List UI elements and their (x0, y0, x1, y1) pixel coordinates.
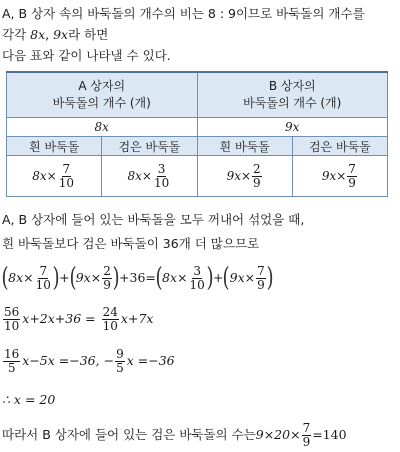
intro-sep: , (45, 27, 54, 42)
var-9x: 9x (53, 27, 69, 42)
table-label-row (7, 137, 388, 156)
total-b: 9x (197, 118, 388, 137)
total-a: 8x (7, 118, 198, 137)
equation-4: ∴ x = 20 (2, 392, 56, 407)
cell-black-b: 9x × $\frac{7}{9}$ (292, 156, 387, 197)
equation-1: ( 8x × $\frac{7}{10}$ ) + ( 9x × $\frac{2}{9}$ ) +36= ( 8x × $\frac{3}{10}$ ) + ( 9x × $\frac{7}{9}$ ) (1, 263, 274, 293)
solution-text-1: A, B 상자에 들어 있는 바둑돌을 모두 꺼내어 섞었을 때, (2, 212, 305, 227)
intro-line-2 (2, 27, 108, 43)
equation-3: $\frac{16}{5}$ x−5x =−36, − $\frac{9}{5}$ x =−36 (4, 346, 175, 375)
intro-line-1: A, B 상자 속의 바둑돌의 개수의 비는 8 : 9이므로 바둑돌의 개수를 (2, 6, 365, 21)
ratio-table (6, 71, 388, 197)
table-total-row (7, 118, 388, 137)
equation-2: $\frac{56}{10}$ x+2x+36 = $\frac{24}{10}$ x+7x (4, 304, 154, 333)
header-a-line2: 바둑돌의 개수 (개) (52, 96, 151, 110)
black-label-a: 검은 바둑돌 (102, 137, 197, 156)
solution-text-2: 흰 바둑돌보다 검은 바둑돌이 36개 더 많으므로 (2, 236, 260, 251)
cell-white-a: 8x × $\frac{7}{10}$ (7, 156, 102, 197)
final-answer: 따라서 B 상자에 들어 있는 검은 바둑돌의 수는 9×20× $\frac{7}{9}$ =140 (2, 420, 347, 449)
cell-white-b: 9x × $\frac{2}{9}$ (197, 156, 292, 197)
header-b-line1: B 상자의 (268, 79, 316, 93)
white-label-b: 흰 바둑돌 (197, 137, 292, 156)
header-b-line2: 바둑돌의 개수 (개) (243, 96, 342, 110)
table-header-row (7, 72, 388, 118)
header-box-b (197, 72, 388, 118)
black-label-b: 검은 바둑돌 (292, 137, 387, 156)
header-box-a (7, 72, 198, 118)
intro-prefix: 각각 (2, 27, 31, 42)
final-text: 따라서 B 상자에 들어 있는 검은 바둑돌의 수는 (2, 427, 256, 442)
cell-black-a: 8x × $\frac{3}{10}$ (102, 156, 197, 197)
white-label-a: 흰 바둑돌 (7, 137, 102, 156)
table-value-row (7, 156, 388, 197)
intro-line-3: 다음 표와 같이 나타낼 수 있다. (2, 48, 171, 63)
header-a-line1: A 상자의 (78, 79, 126, 93)
var-8x: 8x (30, 27, 46, 42)
intro-suffix: 라 하면 (68, 27, 109, 42)
